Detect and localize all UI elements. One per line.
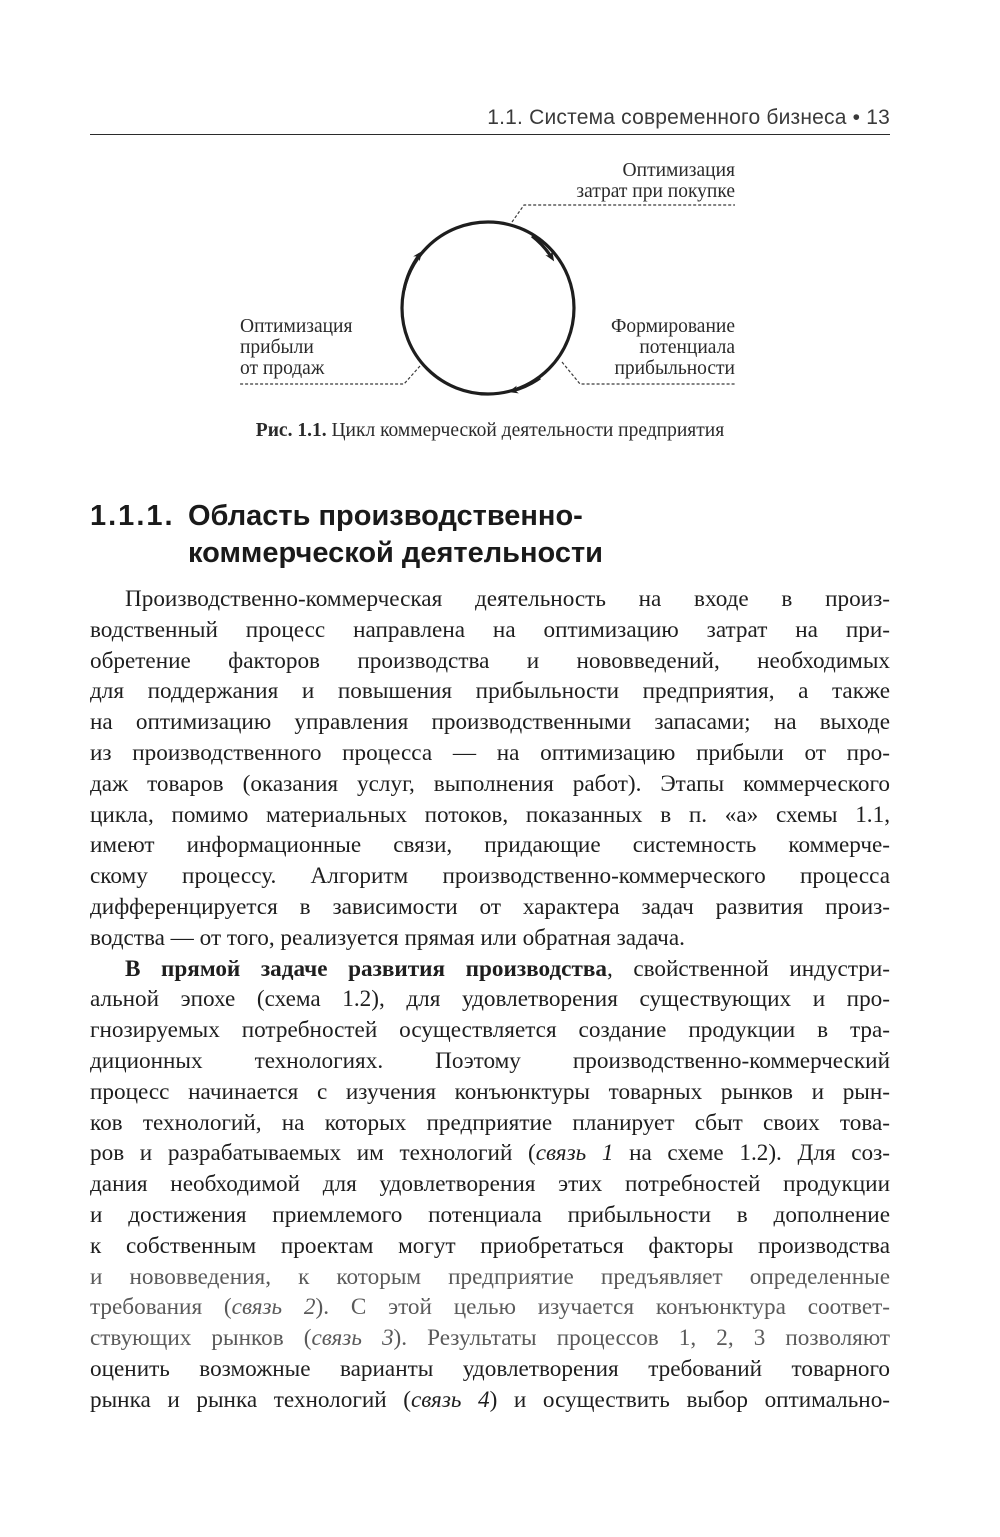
text-line: Производственно-коммерческая деятельность на входе в произ- — [125, 586, 890, 612]
text-line: для поддержания и повышения прибыльности предприятия, а также — [90, 678, 890, 705]
text-line: водственный процесс направлена на оптимизацию затрат на при- — [90, 616, 890, 643]
figure-caption — [90, 420, 890, 442]
bold-lead: В прямой задаче развития производства — [125, 955, 607, 982]
text-line: ров и разрабатываемых им технологий (связь 1 на схеме 1.2). Для соз- — [90, 1140, 890, 1167]
text-line: на оптимизацию управления производственными запасами; на выходе — [90, 709, 890, 736]
text-line: обретение факторов производства и нововведений, необходимых — [90, 647, 890, 674]
text-line: скому процессу. Алгоритм производственно-коммерческого процесса — [90, 863, 890, 890]
text-line: из производственного процесса — на оптимизацию прибыли от про- — [90, 739, 890, 766]
cycle-diagram — [0, 0, 1000, 420]
text-line: диционных технологиях. Поэтому производственно-коммерческий — [90, 1047, 890, 1074]
text-line: гнозируемых потребностей осуществляется создание продукции в тра- — [90, 1017, 890, 1044]
text-line: рынка и рынка технологий (связь 4) и осуществить выбор оптимально- — [90, 1386, 891, 1413]
text-line: процесс начинается с изучения конъюнктуры товарных рынков и рын- — [90, 1078, 890, 1105]
text-line: водства — от того, реализуется прямая или обратная задача. — [90, 924, 685, 951]
text-line: альной эпохе (схема 1.2), для удовлетворения существующих и про- — [90, 986, 890, 1013]
label-profit-potential: Формирование потенциала прибыльности — [610, 316, 735, 379]
section-heading — [90, 498, 890, 572]
section-title-line1: Область производственно- — [188, 500, 583, 532]
cycle-arrow-bottom — [512, 378, 540, 391]
cycle-arrow-left — [404, 254, 420, 290]
text-line: и нововведения, к которым предприятие предъявляет определенные — [90, 1263, 890, 1290]
leader-top — [512, 205, 735, 222]
caption-number: Рис. 1.1. — [255, 420, 327, 441]
text-line: дания необходимой для удовлетворения этих потребностей продукции — [90, 1171, 890, 1198]
text-line: и достижения приемлемого потенциала прибыльности в дополнение — [90, 1201, 890, 1228]
text-line: ствующих рынков (связь 3). Результаты процессов 1, 2, 3 позволяют — [90, 1325, 890, 1352]
text-line: имеют информационные связи, придающие системность коммерче- — [90, 832, 890, 859]
section-title-line2: коммерческой деятельности — [188, 537, 603, 569]
text-line: требования (связь 2). С этой целью изучается конъюнктура соответ- — [90, 1294, 890, 1321]
section-number: 1.1.1. — [90, 500, 175, 532]
text-line: цикла, помимо материальных потоков, показанных в п. «а» схемы 1.1, — [90, 801, 890, 828]
text-line: В прямой задаче развития производства, свойственной индустри- — [125, 955, 890, 982]
text-line: к собственным проектам могут приобретаться факторы производства — [90, 1232, 890, 1259]
text-line: оценить возможные варианты удовлетворения требований товарного — [90, 1355, 890, 1382]
running-head: 1.1. Система современного бизнеса • 13 — [487, 106, 890, 129]
text-line: даж товаров (оказания услуг, выполнения работ). Этапы коммерческого — [90, 770, 890, 797]
text-line: ков технологий, на которых предприятие планирует сбыт своих това- — [90, 1109, 890, 1136]
label-cost-optimization: Оптимизация затрат при покупке — [576, 160, 735, 202]
body-text — [90, 584, 890, 1416]
label-profit-optimization: Оптимизация прибыли от продаж — [240, 316, 353, 379]
text-line: дифференцируется в зависимости от характера задач развития произ- — [90, 893, 890, 920]
caption-text: Цикл коммерческой деятельности предприятия — [326, 420, 725, 441]
